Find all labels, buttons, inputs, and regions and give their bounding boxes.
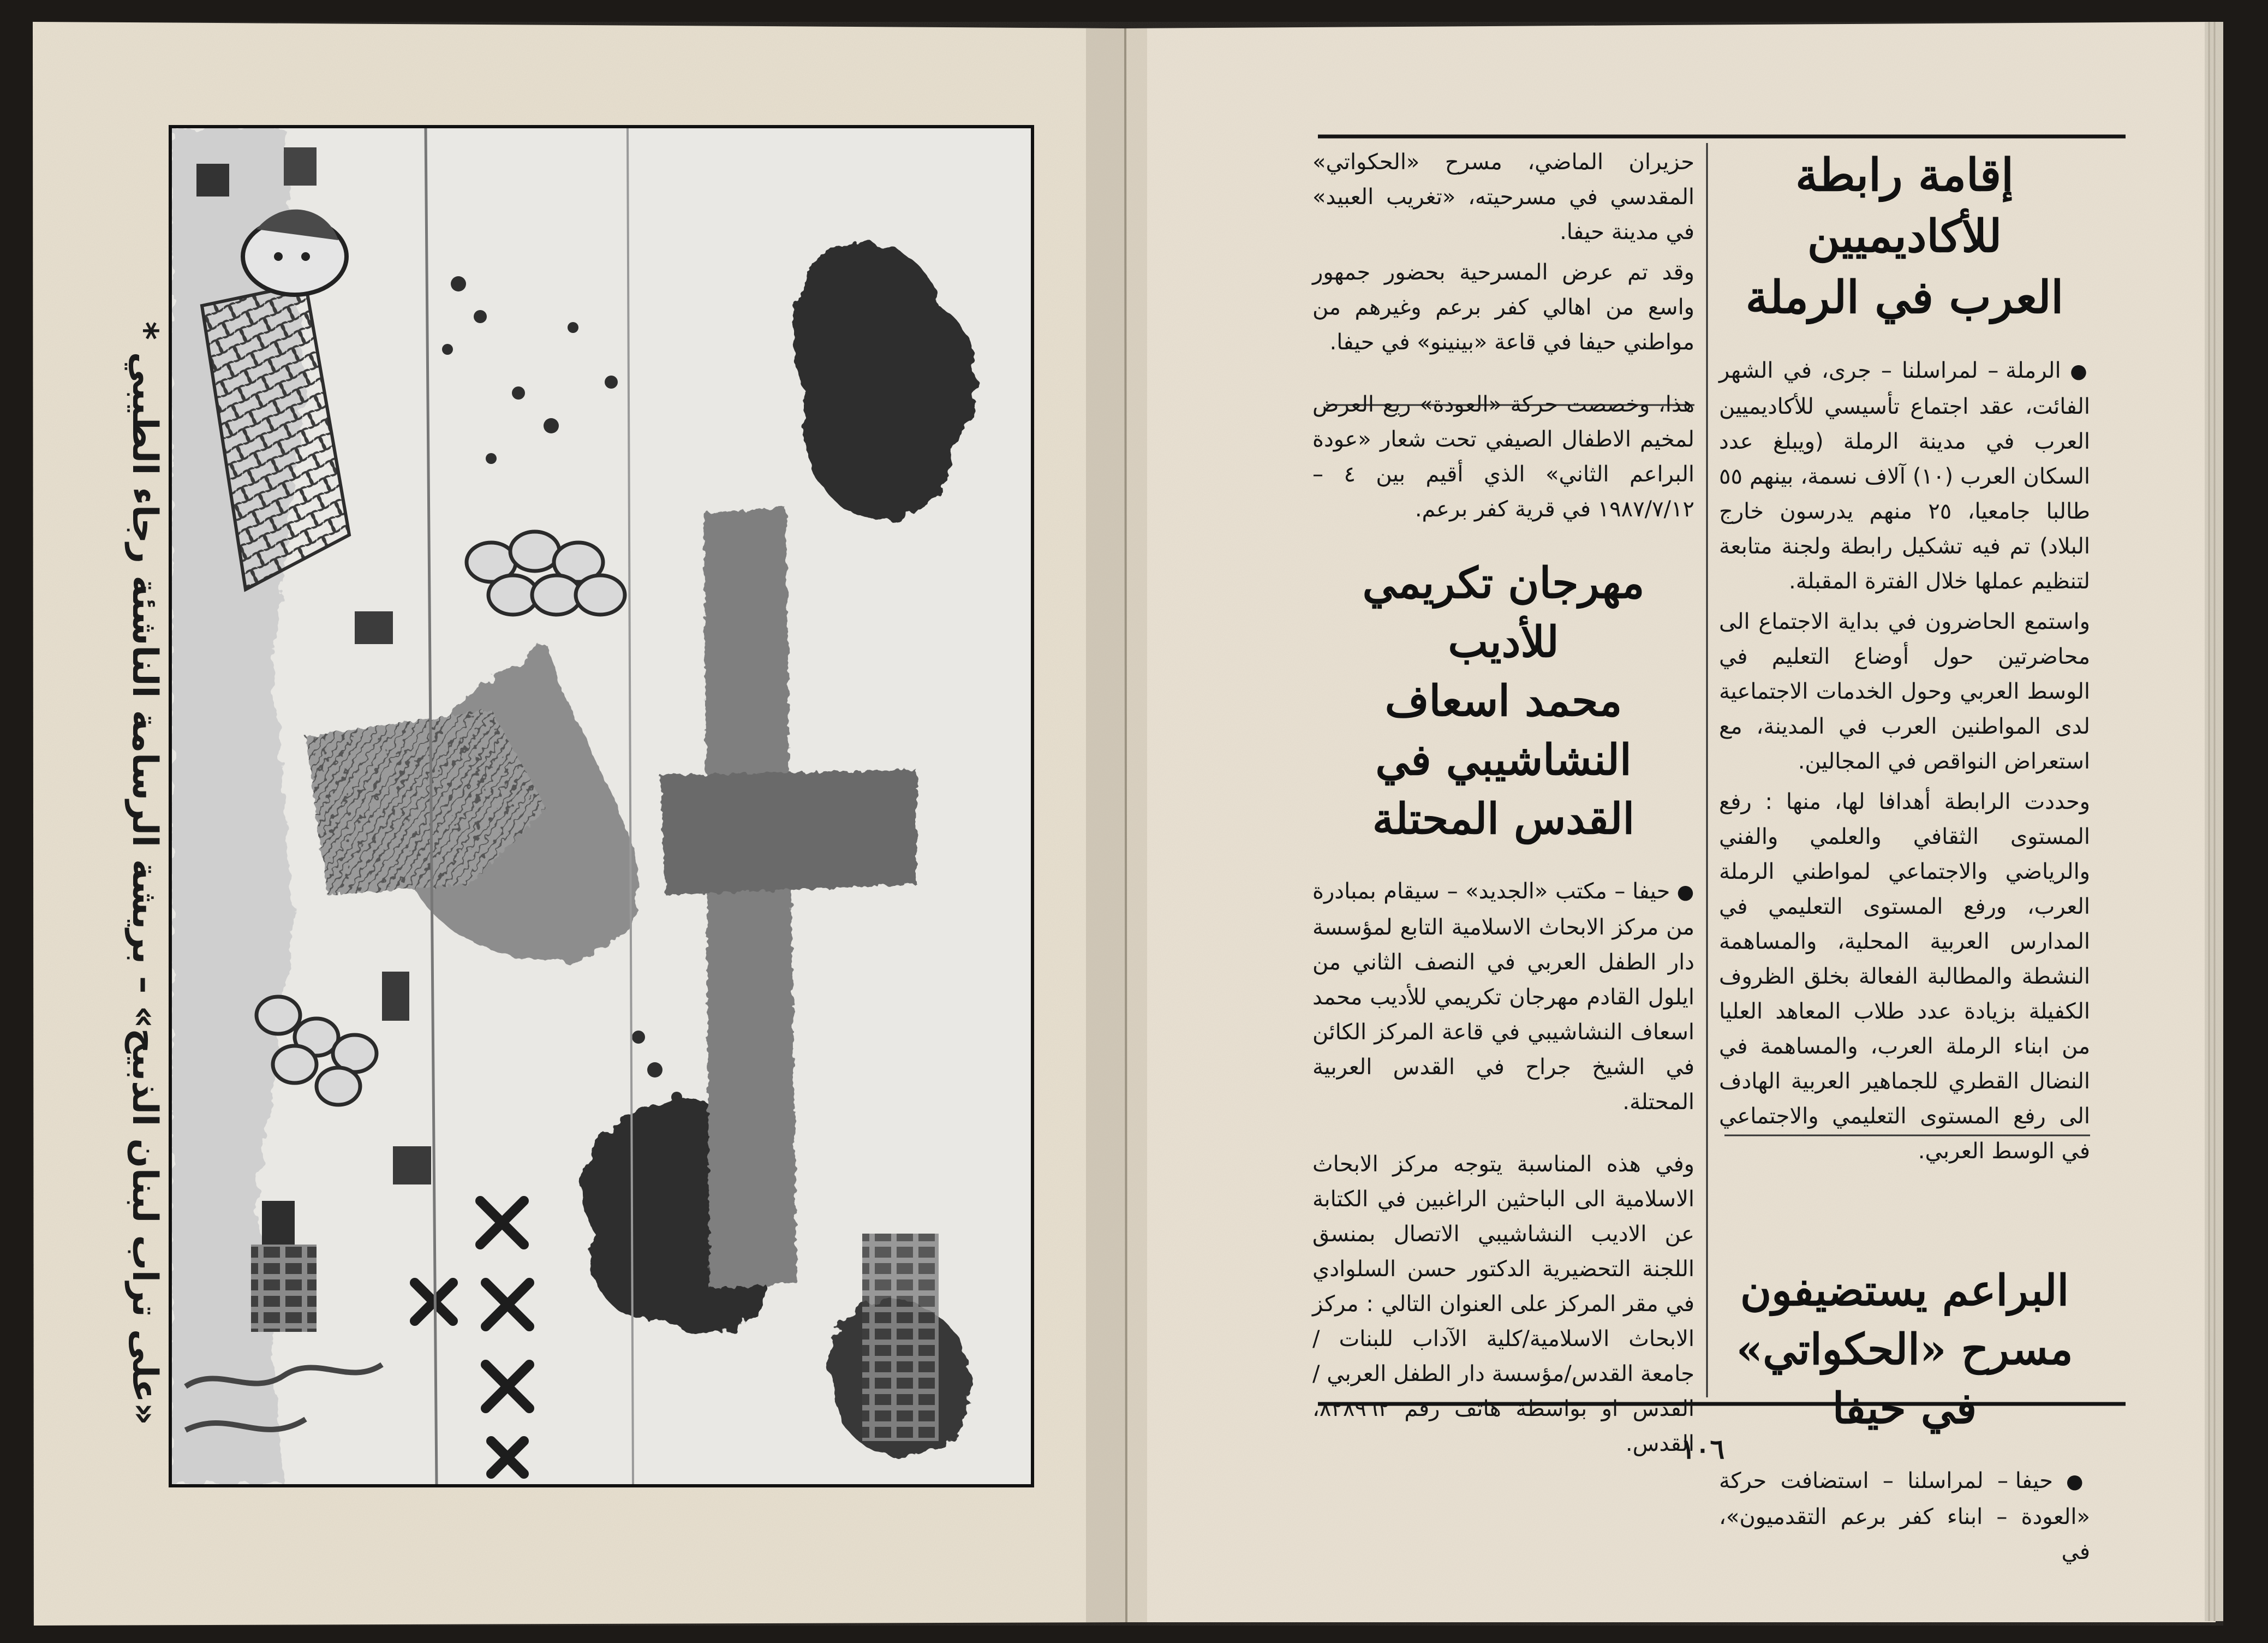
article-2-continuation-2: وقد تم عرض المسرحية بحضور جمهور واسع من اهالي كفر برعم وغيرهم من مواطني حيفا في قاعة «بينينو» في حيفا. <box>1312 260 1694 355</box>
article-2-title <box>1719 1261 2090 1438</box>
article-3-title <box>1312 554 1694 849</box>
article-3-title-line-1: مهرجان تكريمي للأديب <box>1362 558 1645 667</box>
column-left <box>1312 145 1694 1467</box>
article-1-paragraph-1: ● الرملة – لمراسلنا – جرى، في الشهر الفائت، عقد اجتماع تأسيسي للأكاديميين العرب في مدينة الرملة (ويبلغ عدد السكان العرب (١٠) آلاف نسمة، بينهم ٥٥ طالبا جامعيا، ٢٥ منهم يدرسون خارج البلاد) تم فيه تشكيل رابطة ولجنة متابعة لتنظيم عملها خلال الفترة المقبلة. <box>1719 353 2090 599</box>
article-3-paragraph-1: ● حيفا – مكتب «الجديد» – سيقام بمبادرة من مركز الابحاث الاسلامية التابع لمؤسسة دار الطفل العربي في النصف الثاني من ايلول القادم مهرجان تكريمي للأديب محمد اسعاف النشاشيبي في قاعة المركز الكائن في الشيخ جراح في القدس العربية المحتلة. <box>1312 874 1694 1120</box>
painting <box>170 127 1032 1486</box>
article-3-paragraph-2: وفي هذه المناسبة يتوجه مركز الابحاث الاسلامية الى الباحثين الراغبين في الكتابة عن الاديب النشاشيبي الاتصال بمنسق اللجنة التحضيرية الدكتور حسن السلوادي في مقر المركز على العنوان التالي : مركز الابحاث الاسلامية/كلية الآداب للبنات /جامعة القدس/مؤسسة دار الطفل العربي / القدس او بواسطة هاتف رقم ٨٢٨٩٦٢، القدس. <box>1312 1152 1694 1456</box>
column-right <box>1719 145 2090 1575</box>
article-1-paragraph-2: واستمع الحاضرون في بداية الاجتماع الى محاضرتين حول أوضاع التعليم في الوسط العربي وحول الخدمات الاجتماعية لدى المواطنين العرب في المدينة، مع استعراض النواقص في المجالين. <box>1719 609 2090 774</box>
article-2-continuation-1: حزيران الماضي، مسرح «الحكواتي» المقدسي في مسرحيته، «تغريب العبيد» في مدينة حيفا. <box>1312 150 1694 245</box>
caption-container <box>106 322 183 1425</box>
painting-caption: «على تراب لبنان الذبيح» – بريشة الرسامة الناشئة رجاء الطيبي * <box>124 322 165 1425</box>
article-2-paragraph-1: ● حيفا – لمراسلنا – استضافت حركة «العودة – ابناء كفر برعم التقدميون»، في <box>1719 1463 2090 1569</box>
article-1-title <box>1719 145 2090 328</box>
article-3-title-line-3: القدس المحتلة <box>1372 794 1635 844</box>
article-1-title-line-1: إقامة رابطة للأكاديميين <box>1795 149 2014 263</box>
article-1-title-line-2: العرب في الرملة <box>1745 271 2064 324</box>
article-2-title-line-1: البراعم يستضيفون <box>1740 1266 2069 1315</box>
article-1-paragraph-3: وحددت الرابطة أهدافا لها، منها : رفع المستوى الثقافي والعلمي والفني والرياضي والاجتماعي لمواطني الرملة العرب، ورفع المستوى التعليمي في المدارس العربية المحلية، والمساهمة النشطة والمطالبة الفعالة بخلق الظروف الكفيلة بزيادة عدد طلاب المعاهد العليا من ابناء الرملة العرب، والمساهمة في النضال القطري للجماهير العربية الهادف الى رفع المستوى التعليمي والاجتماعي في الوسط العربي. <box>1719 789 2090 1164</box>
article-3-title-line-2: محمد اسعاف النشاشيبي في <box>1375 676 1632 785</box>
article-2-continuation-3: هذا، وخصصت حركة «العودة» ريع العرض لمخيم الاطفال الصيفي تحت شعار «عودة البراعم الثاني» الذي أقيم بين ٤ – ١٩٨٧/٧/١٢ في قرية كفر برعم. <box>1312 392 1694 522</box>
article-2-title-line-2: مسرح «الحكواتي» في حيفا <box>1736 1325 2073 1433</box>
page-number: ١٠٦ <box>1680 1433 1725 1465</box>
